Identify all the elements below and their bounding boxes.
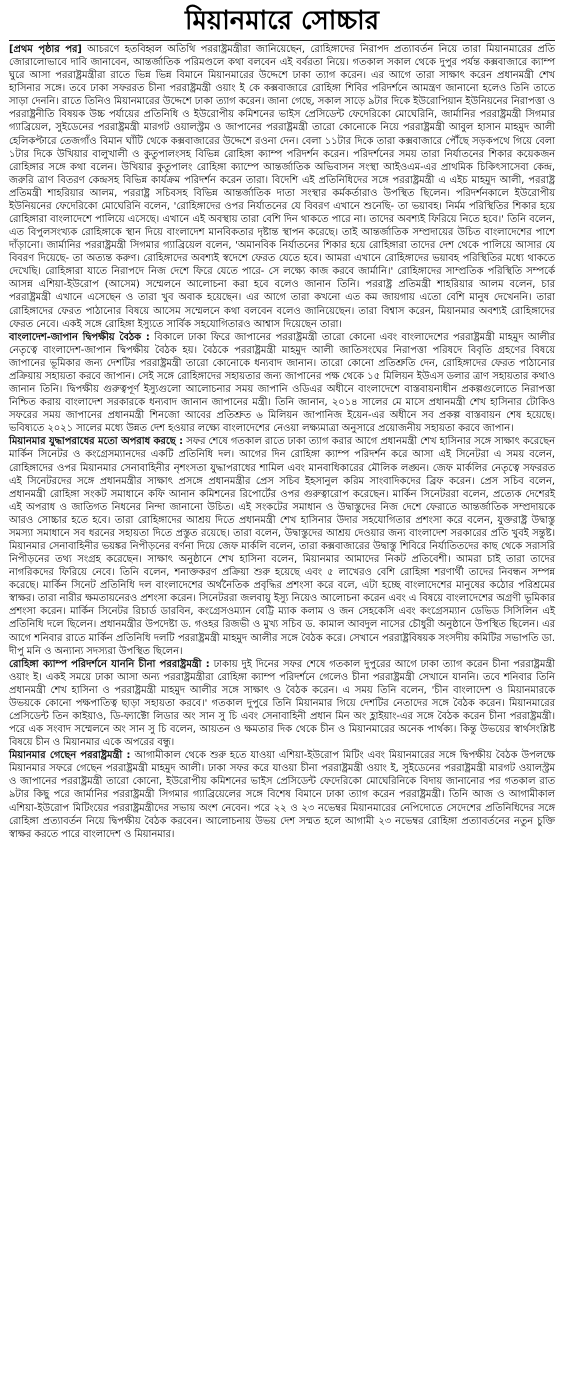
paragraph-text: আচরণে হতবিহ্বল অতিথি পররাষ্ট্রমন্ত্রীরা জানিয়েছেন, রোহিঙ্গাদের নিরাপদ প্রত্যাবর্তন নিয়ে তারা মিয়ানমারের প্রতি জোরালোভাবে দাবি জানাবেন, আন্তর্জাতিক পরিমণ্ডলে কথা বলবেন এই বর্বরতা নিয়ে। গতকাল সকাল থেকে দুপুর পর্যন্ত কক্সবাজারে ক্যাম্প ঘুরে আসা পররাষ্ট্রমন্ত্রীরা রাতে ভিন্ন ভিন্ন বিমানে মিয়ানমারের উদ্দেশে ঢাকা ত্যাগ করেন। এর আগে তারা সাক্ষাৎ করেন প্রধানমন্ত্রী শেখ হাসিনার সঙ্গে। তবে ঢাকা সফররত চীনা পররাষ্ট্রমন্ত্রী ওয়াং ই কে কক্সবাজারে রোহিঙ্গা শিবির পরিদর্শনে আমন্ত্রণ জানানো হলেও তিনি তাতে সাড়া দেননি। রাতে তিনিও মিয়ানমারের উদ্দেশে ঢাকা ত্যাগ করেন। জানা গেছে, সকাল সাড়ে ৯টার দিকে ইউরোপিয়ান ইউনিয়নের নিরাপত্তা ও পররাষ্ট্রনীতি বিষয়ক উচ্চ পর্যায়ের প্রতিনিধি ও ইউরোপীয় কমিশনের ভাইস প্রেসিডেন্ট ফেদেরিকো মোঘেরিনি, জার্মানির পররাষ্ট্রমন্ত্রী সিগমার গ্যাব্রিয়েল, সুইডেনের পররাষ্ট্রমন্ত্রী মারগট ওয়ালস্ট্রম ও জাপানের পররাষ্ট্রমন্ত্রী তারো কোনোকে নিয়ে পররাষ্ট্রমন্ত্রী আবুল হাসান মাহমুদ আলী হেলিকপ্টারে তেজগাঁও বিমান ঘাঁটি থেকে কক্সবাজারের উদ্দেশে রওনা দেন। বেলা ১১টার দিকে তারা কক্সবাজারে পৌঁছে সড়কপথে গিয়ে বেলা ১টার দিকে উখিয়ার বালুখালী ও কুতুপালংসহ বিভিন্ন রোহিঙ্গা ক্যাম্প পরিদর্শন করেন। পরিদর্শনের সময় তারা নির্যাতনের শিকার কয়েকজন রোহিঙ্গার সঙ্গে কথা বলেন। উখিয়ার কুতুপালং রোহিঙ্গা ক্যাম্পে আন্তর্জাতিক অভিবাসন সংস্থা আইওএম-এর প্রাথমিক চিকিৎসাসেবা কেন্দ্র, জরুরি ত্রাণ বিতরণ কেন্দ্রসহ বিভিন্ন কার্যক্রম পরিদর্শন করেন তারা। বিদেশি এই প্রতিনিধিদের সঙ্গে পররাষ্ট্রমন্ত্রী এ এইচ মাহমুদ আলী, পররাষ্ট্র প্রতিমন্ত্রী শাহরিয়ার আলম, পররাষ্ট্র সচিবসহ বিভিন্ন আন্তর্জাতিক দাতা সংস্থার কর্মকর্তারাও উপস্থিত ছিলেন। পরিদর্শনকালে ইউরোপীয় ইউনিয়নের ফেদেরিকো মোঘেরিনি বলেন, 'রোহিঙ্গাদের ওপর নির্যাতনের যে বিবরণ এখানে শুনেছি- তা ভয়াবহ। নির্মম পরিস্থিতির শিকার হয়ে রোহিঙ্গারা বাংলাদেশে পালিয়ে এসেছে। এখানে এই অবস্থায় তারা বেশি দিন থাকতে পারে না। তাদের অবশ্যই ফিরিয়ে নিতে হবে।' তিনি বলেন, এত বিপুলসংখ্যক রোহিঙ্গাকে স্থান দিয়ে বাংলাদেশ মানবিকতার দৃষ্টান্ত স্থাপন করেছে। তাই আন্তর্জাতিক সম্প্রদায়ের উচিত বাংলাদেশের পাশে দাঁড়ানো। জার্মানির পররাষ্ট্রমন্ত্রী সিগমার গ্যাব্রিয়েল বলেন, 'অমানবিক নির্যাতনের শিকার হয়ে রোহিঙ্গারা তাদের দেশ থেকে পালিয়ে আসার যে বিবরণ দিয়েছে- তা অত্যন্ত করুণ। রোহিঙ্গাদের অবশ্যই স্বদেশে ফেরত যেতে হবে। আমরা এখানে রোহিঙ্গাদের ভয়াবহ পরিস্থিতির মধ্যে থাকতে দেখেছি। রোহিঙ্গারা যাতে নিরাপদে নিজ দেশে ফিরে যেতে পারে- সে লক্ষ্যে কাজ করবে জার্মানি।' রোহিঙ্গাদের সাম্প্রতিক পরিস্থিতি সম্পর্কে আসন্ন এশিয়া-ইউরোপ (আসেম) সম্মেলনে আলোচনা করা হবে বলেও জানান তিনি। পররাষ্ট্র প্রতিমন্ত্রী শাহরিয়ার আলম বলেন, চার পররাষ্ট্রমন্ত্রী এখানে এসেছেন ও তারা খুব অবাক হয়েছেন। এর আগে তারা কখনো এত কম জায়গায় এতো বেশি মানুষ দেখেননি। তারা রোহিঙ্গাদের ফেরত পাঠানোর বিষয়ে আসেম সম্মেলনে কথা বলবেন বলেও জানিয়েছেন। তারা বিশ্বাস করেন, মিয়ানমার অবশ্যই রোহিঙ্গাদের ফেরত নেবে। একই সঙ্গে রোহিঙ্গা ইস্যুতে সার্বিক সহযোগিতারও আশ্বাস দিয়েছেন তারা। <box>9 44 555 330</box>
continuation-kicker: [প্রথম পৃষ্ঠার পর] <box>9 44 82 55</box>
paragraph-text: আগামীকাল থেকে শুরু হতে যাওয়া এশিয়া-ইউরোপ মিটিং এবং মিয়ানমারের সঙ্গে দ্বিপক্ষীয় বৈঠক উপলক্ষে মিয়ানমার সফরে গেছেন পররাষ্ট্রমন্ত্রী মাহমুদ আলী। ঢাকা সফর করে যাওয়া চীনা পররাষ্ট্রমন্ত্রী ওয়াং ই, সুইডেনের পররাষ্ট্রমন্ত্রী মারগট ওয়ালস্ট্রম ও জাপানের পররাষ্ট্রমন্ত্রী তারো কোনো, ইউরোপীয় কমিশনের ভাইস প্রেসিডেন্ট ফেদেরিকো মোঘেরিনিকে বিদায় জানানোর পর গতকাল রাত ৯টার কিছু পরে জার্মানির পররাষ্ট্রমন্ত্রী সিগমার গ্যাব্রিয়েলের সঙ্গে বিশেষ বিমানে ঢাকা ত্যাগ করেন পররাষ্ট্রমন্ত্রী। তিনি আজ ও আগামীকাল এশিয়া-ইউরোপ মিটিংয়ের পররাষ্ট্রমন্ত্রীদের সভায় অংশ নেবেন। পরে ২২ ও ২৩ নভেম্বর মিয়ানমারের নেপিদোতে সেদেশের প্রতিনিধিদের সঙ্গে রোহিঙ্গা প্রত্যাবর্তন নিয়ে দ্বিপক্ষীয় বৈঠক করবেন। আলোচনায় উভয় দেশ সম্মত হলে আগামী ২৩ নভেম্বর রোহিঙ্গা প্রত্যাবর্তনের নতুন চুক্তি স্বাক্ষর করতে পারে বাংলাদেশ ও মিয়ানমার। <box>9 750 555 840</box>
paragraph-text: সফর শেষে গতকাল রাতে ঢাকা ত্যাগ করার আগে প্রধানমন্ত্রী শেখ হাসিনার সঙ্গে সাক্ষাৎ করেছেন মার্কিন সিনেটর ও কংগ্রেসম্যানদের একটি প্রতিনিধি দল। আগের দিন রোহিঙ্গা ক্যাম্প পরিদর্শন করে আসা এই সিনেটরা এ সময় বলেন, রোহিঙ্গাদের ওপর মিয়ানমার সেনাবাহিনীর নৃশংসতা যুদ্ধাপরাধের শামিল এবং মানবাধিকারের মৌলিক লঙ্ঘন। জেফ মার্কলির নেতৃত্বে সফররত এই সিনেটরদের সঙ্গে প্রধানমন্ত্রীর সাক্ষাৎ প্রসঙ্গে প্রধানমন্ত্রীর প্রেস সচিব ইহসানুল করিম সাংবাদিকদের ব্রিফ করেন। প্রেস সচিব বলেন, প্রধানমন্ত্রী রোহিঙ্গা সংকট সমাধানে কফি আনান কমিশনের রিপোর্টের ওপর গুরুত্বারোপ করেছেন। মার্কিন সিনেটররা বলেন, প্রত্যেক দেশেরই এই অপরাধ ও জাতিগত নিধনের নিন্দা জানানো উচিত। এই সংকটের সমাধান ও উদ্বাস্তুদের নিজ দেশে ফেরাতে আন্তর্জাতিক সম্প্রদায়কে আরও সোচ্চার হতে হবে। তারা রোহিঙ্গাদের আশ্রয় দিতে প্রধানমন্ত্রী শেখ হাসিনার উদার সহযোগিতার প্রশংসা করে বলেন, যুক্তরাষ্ট্র উদ্বাস্তু সমস্যা সমাধানে সব ধরনের সহায়তা দিতে প্রস্তুত রয়েছে। তারা বলেন, উদ্বাস্তুদের আশ্রয় দেওয়ার জন্য বাংলাদেশ সরকারের প্রতি খুবই সন্তুষ্ট। মিয়ানমার সেনাবাহিনীর ভয়ঙ্কর নিপীড়নের বর্ণনা দিয়ে জেফ মার্কলি বলেন, তারা কক্সবাজারের উদ্বাস্তু শিবিরে নির্যাতিতদের কাছ থেকে সরাসরি নিপীড়নের তথ্য সংগ্রহ করেছেন। সাক্ষাৎ অনুষ্ঠানে শেখ হাসিনা বলেন, মিয়ানমার আমাদের নিকট প্রতিবেশী। আমরা চাই তারা তাদের নাগরিকদের ফিরিয়ে নেবে। তিনি বলেন, শনাক্তকরণ প্রক্রিয়া শুরু হয়েছে এবং ৫ লাখেরও বেশি রোহিঙ্গা শরণার্থী তাদের নিবন্ধন সম্পন্ন করেছে। মার্কিন সিনেট প্রতিনিধি দল বাংলাদেশের অর্থনৈতিক প্রবৃদ্ধির প্রশংসা করে বলে, এটা হচ্ছে বাংলাদেশের মানুষের কঠোর পরিশ্রমের স্বাক্ষর। তারা নারীর ক্ষমতায়নেরও প্রশংসা করেন। সিনেটররা জলবায়ু ইস্যু নিয়েও আলোচনা করেন এবং এ বিষয়ে বাংলাদেশের অগ্রণী ভূমিকার প্রশংসা করেন। মার্কিন সিনেটর রিচার্ড ডারবিন, কংগ্রেসওম্যান বেট্টি ম্যাক কলাম ও জন সেহকেসি এবং কংগ্রেসম্যান ডেভিড সিসিলিন এই প্রতিনিধি দলে ছিলেন। প্রধানমন্ত্রীর উপদেষ্টা ড. গওহর রিজভী ও মুখ্য সচিব ড. কামাল আবদুল নাসের চৌধুরী অনুষ্ঠানে উপস্থিত ছিলেন। এর আগে শনিবার রাতে মার্কিন প্রতিনিধি দলটি পররাষ্ট্রমন্ত্রী মাহমুদ আলীর সঙ্গে বৈঠক করে। সেখানে পররাষ্ট্রবিষয়ক সংসদীয় কমিটির সভাপতি ডা. দীপু মনি ও অন্যান্য সদস্যরা উপস্থিত ছিলেন। <box>9 436 555 657</box>
article-paragraph <box>9 435 555 657</box>
subheading: মিয়ানমার গেছেন পররাষ্ট্রমন্ত্রী : <box>9 750 131 762</box>
article-paragraph <box>9 749 555 841</box>
headline: মিয়ানমারে সোচ্চার <box>185 6 379 36</box>
paragraph-text: বিকালে ঢাকা ফিরে জাপানের পররাষ্ট্রমন্ত্রী তারো কোনো এবং বাংলাদেশের পররাষ্ট্রমন্ত্রী মাহমুদ আলীর নেতৃত্বে বাংলাদেশ-জাপান দ্বিপক্ষীয় বৈঠক হয়। বৈঠকে পররাষ্ট্রমন্ত্রী মাহমুদ আলী জাতিসংঘের নিরাপত্তা পরিষদে বিবৃতি গ্রহণের বিষয়ে জাপানের ভূমিকার জন্য দেশটির পররাষ্ট্রমন্ত্রী তারো কোনোকে ধন্যবাদ জানান। তারো কোনো প্রতিশ্রুতি দেন, রোহিঙ্গাদের ফেরত পাঠানোর প্রক্রিয়ায় সহায়তা করবে জাপান। সেই সঙ্গে রোহিঙ্গাদের সহায়তার জন্য জাপানের পক্ষ থেকে ১৫ মিলিয়ন ইউএস ডলার ত্রাণ সহায়তার কথাও জানান তিনি। দ্বিপক্ষীয় গুরুত্বপূর্ণ ইস্যুগুলো আলোচনার সময় জাপানি ওডিএর অধীনে বাংলাদেশে বাস্তবায়নাধীন প্রকল্পগুলোতে নিরাপত্তা নিশ্চিত করায় বাংলাদেশ সরকারকে ধন্যবাদ জানান জাপানের মন্ত্রী। তিনি জানান, ২০১৪ সালের মে মাসে প্রধানমন্ত্রী শেখ হাসিনার টোকিও সফরের সময় জাপানের প্রধানমন্ত্রী শিনজো আবের প্রতিশ্রুত ৬ মিলিয়ন জাপানিজ ইয়েন-এর অধীনে সব প্রকল্প বাস্তবায়ন শেষ হয়েছে। ভবিষ্যতে ২০২১ সালের মধ্যে উন্নত দেশ হওয়ার লক্ষ্যে বাংলাদেশের নেওয়া লক্ষ্যমাত্রা অনুসারে প্রয়োজনীয় সহায়তা করবে জাপান। <box>9 331 555 435</box>
article-paragraph <box>9 658 555 750</box>
paragraph-text: ঢাকায় দুই দিনের সফর শেষে গতকাল দুপুরের আগে ঢাকা ত্যাগ করেন চীনা পররাষ্ট্রমন্ত্রী ওয়াং ই। একই সময়ে ঢাকা আসা অন্য পররাষ্ট্রমন্ত্রীরা রোহিঙ্গা ক্যাম্প পরিদর্শনে গেলেও চীনা পররাষ্ট্রমন্ত্রী সেখানে যাননি। তবে শনিবার তিনি প্রধানমন্ত্রী শেখ হাসিনা ও পররাষ্ট্রমন্ত্রী মাহমুদ আলীর সঙ্গে সাক্ষাৎ ও বৈঠক করেন। এ সময় তিনি বলেন, 'চীন বাংলাদেশ ও মিয়ানমারকে উভয়কে কোনো পক্ষপাতিত্ব ছাড়া সহায়তা করবে।' গতকাল দুপুরে তিনি মিয়ানমার গিয়ে দেশটির নেতাদের সঙ্গে বৈঠক করেন। মিয়ানমারের প্রেসিডেন্ট তিন কাইয়াও, ডি-ফ্যাক্টো লিডার অং সান সু চি এবং সেনাবাহিনী প্রধান মিন অং হ্লাইয়াং-এর সঙ্গে বৈঠক করেন চীনা পররাষ্ট্রমন্ত্রী। পরে এক সংবাদ সম্মেলনে অং সান সু চি বলেন, আয়তন ও ক্ষমতার দিক থেকে চীন ও মিয়ানমারের অনেক পার্থক্য। কিন্তু উভয়ের স্বার্থসংশ্লিষ্ট বিষয়ে চীন ও মিয়ানমার একে অপরের বন্ধু। <box>9 658 555 749</box>
article-paragraph <box>9 331 555 436</box>
article-paragraph <box>9 43 555 331</box>
subheading: বাংলাদেশ-জাপান দ্বিপক্ষীয় বৈঠক : <box>9 331 150 343</box>
subheading: মিয়ানমার যুদ্ধাপরাধের মতো অপরাধ করছে : <box>9 436 184 448</box>
article-body <box>9 40 555 841</box>
subheading: রোহিঙ্গা ক্যাম্প পরিদর্শনে যাননি চীনা পররাষ্ট্রমন্ত্রী : <box>9 658 210 670</box>
